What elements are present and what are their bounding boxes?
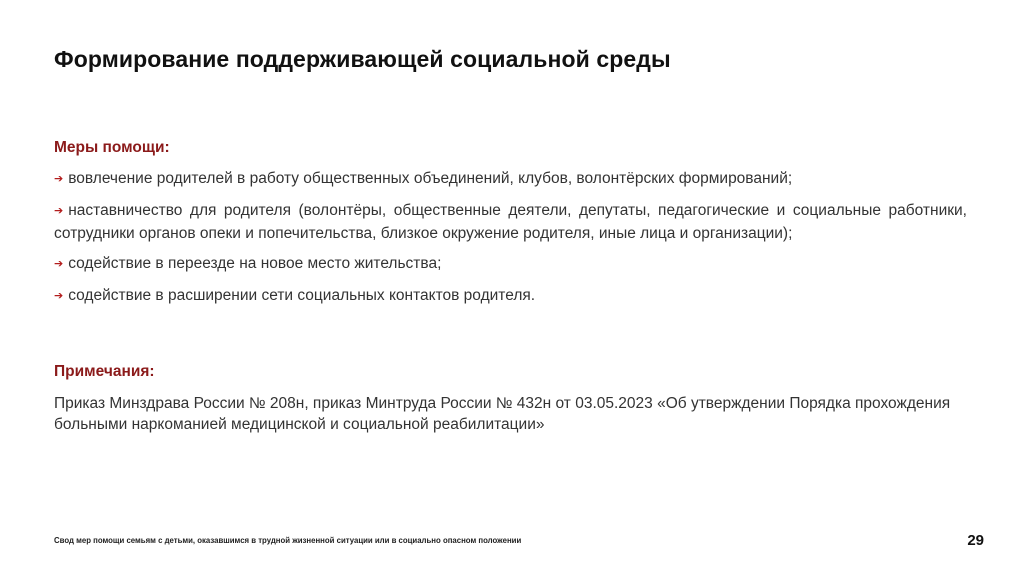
measures-heading: Меры помощи: [54,139,170,156]
list-item [54,285,967,308]
list-item [54,168,967,191]
list-item-text: наставничество для родителя (волонтёры, общественные деятели, депутаты, педагогические и социальные работники, сотрудники органов опеки и попечительства, близкое окружение родителя, иные лица и организации); [54,202,967,242]
page-number: 29 [967,532,984,549]
list-item-text: содействие в переезде на новое место жительства; [68,255,442,272]
footer-caption: Свод мер помощи семьям с детьми, оказавшимся в трудной жизненной ситуации или в социально опасном положении [54,536,522,545]
arrow-right-icon: ➔ [54,258,64,270]
measures-list [54,168,967,317]
list-item-text: вовлечение родителей в работу общественных объединений, клубов, волонтёрских формирований; [68,170,793,187]
list-item-text: содействие в расширении сети социальных контактов родителя. [68,287,536,304]
notes-text: Приказ Минздрава России № 208н, приказ Минтруда России № 432н от 03.05.2023 «Об утверждении Порядка прохождения больными наркоманией медицинской и социальной реабилитации» [54,395,951,433]
arrow-right-icon: ➔ [54,205,64,217]
list-item [54,200,967,244]
page-title: Формирование поддерживающей социальной среды [54,46,671,72]
notes-heading: Примечания: [54,363,155,380]
list-item [54,253,967,276]
arrow-right-icon: ➔ [54,290,64,302]
arrow-right-icon: ➔ [54,173,64,185]
